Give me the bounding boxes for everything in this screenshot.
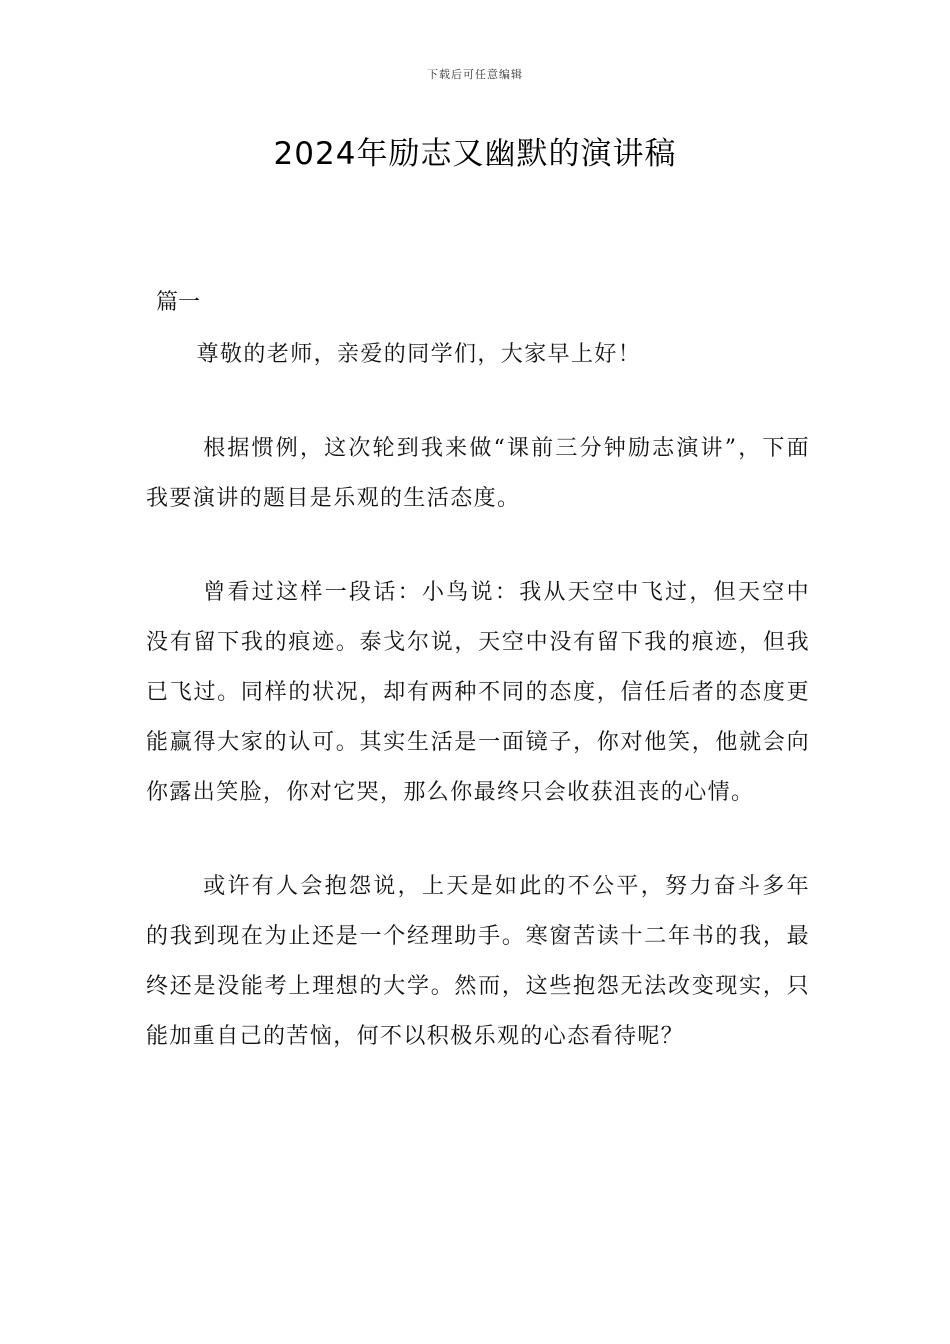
speech-body [146, 330, 810, 1062]
paragraph-1: 根据惯例，这次轮到我来做“课前三分钟励志演讲”，下面我要演讲的题目是乐观的生活态度。 [146, 436, 810, 511]
paragraph-2: 曾看过这样一段话：小鸟说：我从天空中飞过，但天空中没有留下我的痕迹。泰戈尔说，天空中没有留下我的痕迹，但我已飞过。同样的状况，却有两种不同的态度，信任后者的态度更能赢得大家的认可。其实生活是一面镜子，你对他笑，他就会向你露出笑脸，你对它哭，那么你最终只会收获沮丧的心情。 [146, 580, 810, 805]
section-label: 篇一 [156, 290, 201, 315]
paragraph-3: 或许有人会抱怨说，上天是如此的不公平，努力奋斗多年的我到现在为止还是一个经理助手。寒窗苦读十二年书的我，最终还是没能考上理想的大学。然而，这些抱怨无法改变现实，只能加重自己的苦恼，何不以积极乐观的心态看待呢？ [146, 874, 810, 1049]
header-note: 下载后可任意编辑 [427, 68, 523, 81]
greeting-line: 尊敬的老师，亲爱的同学们，大家早上好！ [196, 342, 642, 367]
document-title: 2024年励志又幽默的演讲稿 [273, 136, 677, 172]
